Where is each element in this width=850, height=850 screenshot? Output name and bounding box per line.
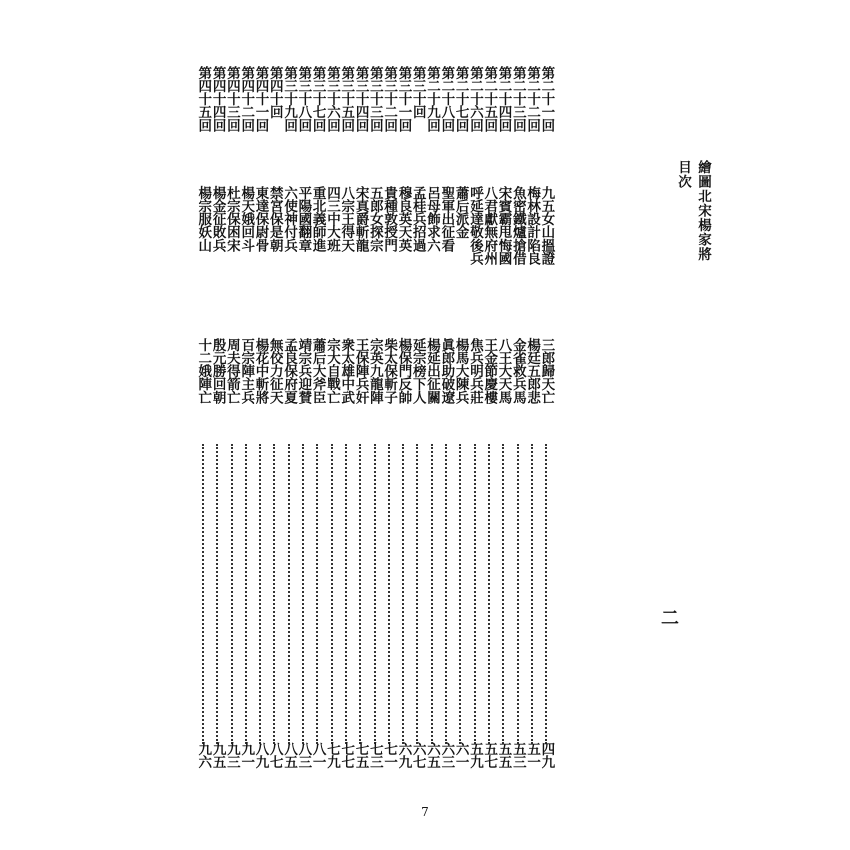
chapter-title: 八君獻無府州 xyxy=(481,186,498,265)
leader-dots xyxy=(310,444,324,744)
chapter-number: 第四十一回 xyxy=(252,66,269,132)
leader-dots xyxy=(496,444,510,744)
chapter-number: 第三十二回 xyxy=(381,66,398,132)
chapter-page-number: 五九 xyxy=(466,742,483,769)
chapter-page-number: 七五 xyxy=(352,742,369,769)
book-header xyxy=(673,160,713,262)
chapter-title: 楊馬大陳兵 xyxy=(452,338,469,404)
chapter-number: 第三十一回 xyxy=(395,66,412,132)
sheet-number: 二 xyxy=(658,608,679,626)
chapter-page-number: 九一 xyxy=(238,742,255,769)
chapter-number: 第二十九回 xyxy=(424,66,441,132)
chapter-title: 楊保門反帥 xyxy=(395,338,412,404)
chapter-number: 第三十回 xyxy=(409,66,426,119)
chapter-number: 第四十五回 xyxy=(195,66,212,132)
chapter-title: 蕭后派金 xyxy=(452,186,469,239)
chapter-page-number: 六九 xyxy=(395,742,412,769)
chapter-page-number: 七九 xyxy=(323,742,340,769)
chapter-number: 第二十三回 xyxy=(509,66,526,132)
leader-dots xyxy=(439,444,453,744)
page-number-row xyxy=(196,742,553,792)
chapter-title: 眞郎助破遼 xyxy=(438,338,455,404)
chapter-number: 第三十七回 xyxy=(309,66,326,132)
chapter-title: 五郎女探宗 xyxy=(366,186,383,252)
page-number: 7 xyxy=(421,805,429,819)
chapter-title: 魚密鐵爐搶借 xyxy=(509,186,526,265)
chapter-page-number: 五五 xyxy=(495,742,512,769)
chapter-title: 八王大天馬 xyxy=(495,338,512,404)
chapter-title: 殷元勝回朝 xyxy=(209,338,226,404)
chapter-number: 第三十六回 xyxy=(323,66,340,132)
chapter-page-number: 五三 xyxy=(509,742,526,769)
chapter-title: 禁宮保是朝 xyxy=(266,186,283,252)
leader-dots xyxy=(325,444,339,744)
leader-dots xyxy=(239,444,253,744)
chapter-title: 延宗榜下人 xyxy=(409,338,426,404)
chapter-title-row-top xyxy=(196,186,553,316)
chapter-title: 楊花中斬將 xyxy=(252,338,269,404)
chapter-number: 第三十九回 xyxy=(281,66,298,132)
leader-dots xyxy=(410,444,424,744)
chapter-title: 楊廷五郎悲 xyxy=(524,338,541,404)
chapter-title: 平陽國翻章 xyxy=(295,186,312,252)
chapter-page-number: 八一 xyxy=(309,742,326,769)
chapter-title: 楊金征敗兵 xyxy=(209,186,226,252)
chapter-number: 第四十二回 xyxy=(238,66,255,132)
leader-dots xyxy=(196,444,210,744)
leader-dots xyxy=(210,444,224,744)
chapter-page-number: 七三 xyxy=(366,742,383,769)
chapter-title: 梅林設計陷良 xyxy=(524,186,541,265)
leader-dots xyxy=(225,444,239,744)
chapter-title: 穆良英天英 xyxy=(395,186,412,252)
leader-dots xyxy=(282,444,296,744)
chapter-number: 第二十八回 xyxy=(438,66,455,132)
chapter-page-number: 六一 xyxy=(452,742,469,769)
chapter-title: 六使神付兵 xyxy=(281,186,298,252)
book-title: 繪圖北宋楊家將 xyxy=(695,160,711,262)
chapter-page-number: 九三 xyxy=(223,742,240,769)
chapter-number: 第二十五回 xyxy=(481,66,498,132)
section-label: 目次 xyxy=(675,160,691,189)
chapter-title: 孟良保府夏 xyxy=(281,338,298,404)
chapter-title: 靖宗兵迎賛 xyxy=(295,338,312,404)
chapter-title: 九五女山搵證 xyxy=(538,186,555,265)
chapter-title: 貴種敦授門 xyxy=(381,186,398,252)
chapter-title: 孟桂兵招過 xyxy=(409,186,426,252)
chapter-number: 第四十四回 xyxy=(209,66,226,132)
chapter-number: 第二十四回 xyxy=(495,66,512,132)
chapter-title: 楊延出征關 xyxy=(424,338,441,404)
leader-dots xyxy=(296,444,310,744)
leader-dots xyxy=(353,444,367,744)
chapter-title: 無佼力征天 xyxy=(266,338,283,404)
chapter-title: 楊宗服妖山 xyxy=(195,186,212,252)
chapter-number: 第四十三回 xyxy=(223,66,240,132)
chapter-title: 八宗王得天 xyxy=(338,186,355,252)
leader-dots xyxy=(539,444,553,744)
chapter-number: 第三十四回 xyxy=(352,66,369,132)
chapter-page-number: 九五 xyxy=(209,742,226,769)
chapter-title: 宋真爵斬龍 xyxy=(352,186,369,252)
chapter-number: 第三十三回 xyxy=(366,66,383,132)
chapter-page-number: 八七 xyxy=(266,742,283,769)
chapter-title: 宋賓霸甩悔國 xyxy=(495,186,512,265)
leader-dots xyxy=(511,444,525,744)
chapter-title: 宗大自戰亡 xyxy=(323,338,340,404)
chapter-page-number: 九六 xyxy=(195,742,212,769)
chapter-page-number: 八九 xyxy=(252,742,269,769)
chapter-title: 蕭后大斧臣 xyxy=(309,338,326,404)
leader-dots xyxy=(368,444,382,744)
leader-dots xyxy=(253,444,267,744)
leader-dots xyxy=(382,444,396,744)
chapter-page-number: 八五 xyxy=(281,742,298,769)
chapter-title: 王保陣兵奸 xyxy=(352,338,369,404)
chapter-page-number: 六五 xyxy=(424,742,441,769)
leader-dots-row xyxy=(196,444,553,744)
chapter-title: 呂母飾求六 xyxy=(424,186,441,252)
chapter-number: 第二十一回 xyxy=(538,66,555,132)
leader-dots xyxy=(425,444,439,744)
leader-dots xyxy=(267,444,281,744)
chapter-number: 第二十二回 xyxy=(524,66,541,132)
chapter-page-number: 六三 xyxy=(438,742,455,769)
chapter-number-row xyxy=(196,66,553,161)
leader-dots xyxy=(482,444,496,744)
chapter-number: 第三十八回 xyxy=(295,66,312,132)
chapter-title: 楊天娥回斗 xyxy=(238,186,255,252)
chapter-page-number: 七七 xyxy=(338,742,355,769)
chapter-title: 三郎歸天亡 xyxy=(538,338,555,404)
chapter-title: 十二娥陣亡 xyxy=(195,338,212,404)
leader-dots xyxy=(453,444,467,744)
chapter-page-number: 五七 xyxy=(481,742,498,769)
chapter-title: 東達保尉骨 xyxy=(252,186,269,252)
chapter-title: 聖軍出征看 xyxy=(438,186,455,252)
chapter-number: 第二十七回 xyxy=(452,66,469,132)
chapter-page-number: 四九 xyxy=(538,742,555,769)
chapter-title: 王金節慶樓 xyxy=(481,338,498,404)
chapter-title: 呼延達敬後兵 xyxy=(466,186,483,265)
chapter-number: 第三十五回 xyxy=(338,66,355,132)
chapter-title: 重北義師進 xyxy=(309,186,326,252)
leader-dots xyxy=(396,444,410,744)
chapter-title: 柴太保斬子 xyxy=(381,338,398,404)
chapter-title: 四三中大班 xyxy=(323,186,340,252)
chapter-title: 金雀救兵馬 xyxy=(509,338,526,404)
chapter-title: 衆太雄中武 xyxy=(338,338,355,404)
chapter-title: 杜宗保困宋 xyxy=(223,186,240,252)
chapter-number: 第四十回 xyxy=(266,66,283,119)
chapter-title: 宗英九龍陣 xyxy=(366,338,383,404)
leader-dots xyxy=(339,444,353,744)
leader-dots xyxy=(525,444,539,744)
chapter-page-number: 八三 xyxy=(295,742,312,769)
chapter-page-number: 七一 xyxy=(381,742,398,769)
chapter-title: 周夫得箭亡 xyxy=(223,338,240,404)
chapter-number: 第二十六回 xyxy=(466,66,483,132)
chapter-title: 焦兵明兵莊 xyxy=(466,338,483,404)
leader-dots xyxy=(468,444,482,744)
table-of-contents xyxy=(196,66,652,796)
chapter-page-number: 五一 xyxy=(524,742,541,769)
chapter-title: 百宗陣主兵 xyxy=(238,338,255,404)
chapter-page-number: 六七 xyxy=(409,742,426,769)
